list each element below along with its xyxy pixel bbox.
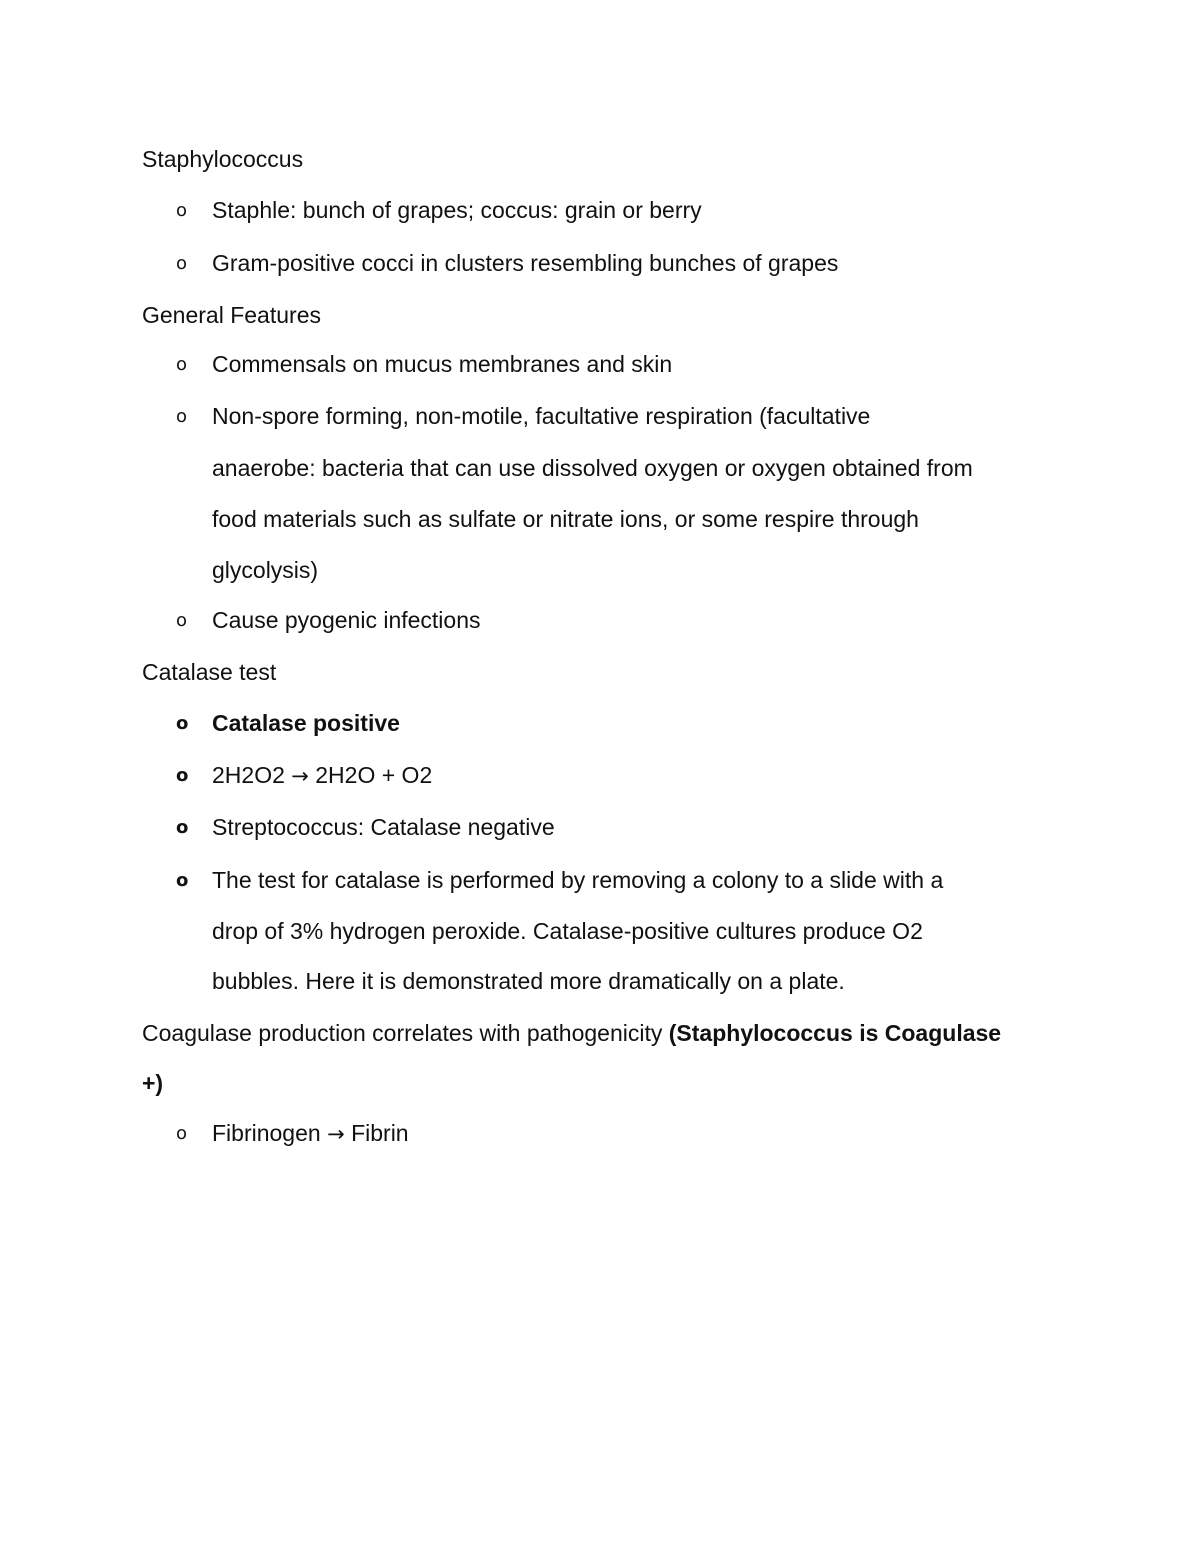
list-item: Cause pyogenic infections — [212, 607, 481, 633]
list-item-continuation: drop of 3% hydrogen peroxide. Catalase-positive cultures produce O2 — [212, 918, 923, 944]
section-heading-general-features: General Features — [142, 302, 321, 328]
bullet-marker: o — [176, 870, 189, 891]
list-item-equation — [212, 760, 432, 791]
list-item-continuation: food materials such as sulfate or nitrate ions, or some respire through — [212, 506, 919, 532]
section-heading-coagulase — [142, 1018, 1001, 1048]
bullet-marker: o — [176, 817, 189, 838]
fibrin-text: Fibrin — [351, 1120, 409, 1146]
list-item: Non-spore forming, non-motile, facultative respiration (facultative — [212, 403, 871, 429]
list-item-continuation: anaerobe: bacteria that can use dissolved oxygen or oxygen obtained from — [212, 455, 973, 481]
coagulase-heading-bold: (Staphylococcus is Coagulase — [668, 1020, 1002, 1046]
right-arrow-icon: → — [291, 764, 309, 788]
list-item: The test for catalase is performed by removing a colony to a slide with a — [212, 867, 944, 893]
bullet-marker: o — [176, 354, 188, 375]
bullet-marker: o — [176, 1123, 188, 1144]
list-item-continuation: bubbles. Here it is demonstrated more dramatically on a plate. — [212, 968, 845, 994]
equation-products: 2H2O + O2 — [315, 762, 433, 788]
fibrinogen-text: Fibrinogen — [212, 1120, 321, 1146]
section-heading-staphylococcus: Staphylococcus — [142, 146, 304, 172]
bullet-marker: o — [176, 253, 188, 274]
bullet-marker: o — [176, 200, 188, 221]
list-item-continuation: glycolysis) — [212, 557, 319, 583]
bullet-marker: o — [176, 765, 189, 786]
bullet-marker: o — [176, 713, 189, 734]
list-item-catalase-positive: Catalase positive — [212, 710, 400, 736]
coagulase-heading-bold-continuation: +) — [142, 1070, 164, 1096]
equation-reactant: 2H2O2 — [212, 762, 285, 788]
coagulase-heading-text: Coagulase production correlates with pathogenicity — [142, 1020, 669, 1046]
right-arrow-icon: → — [327, 1122, 345, 1146]
list-item: Streptococcus: Catalase negative — [212, 814, 555, 840]
bullet-marker: o — [176, 610, 188, 631]
bullet-marker: o — [176, 406, 188, 427]
section-heading-catalase-test: Catalase test — [142, 659, 277, 685]
list-item-fibrinogen — [212, 1118, 409, 1149]
list-item: Commensals on mucus membranes and skin — [212, 351, 673, 377]
list-item: Staphle: bunch of grapes; coccus: grain or berry — [212, 197, 702, 223]
list-item: Gram-positive cocci in clusters resembling bunches of grapes — [212, 250, 839, 276]
